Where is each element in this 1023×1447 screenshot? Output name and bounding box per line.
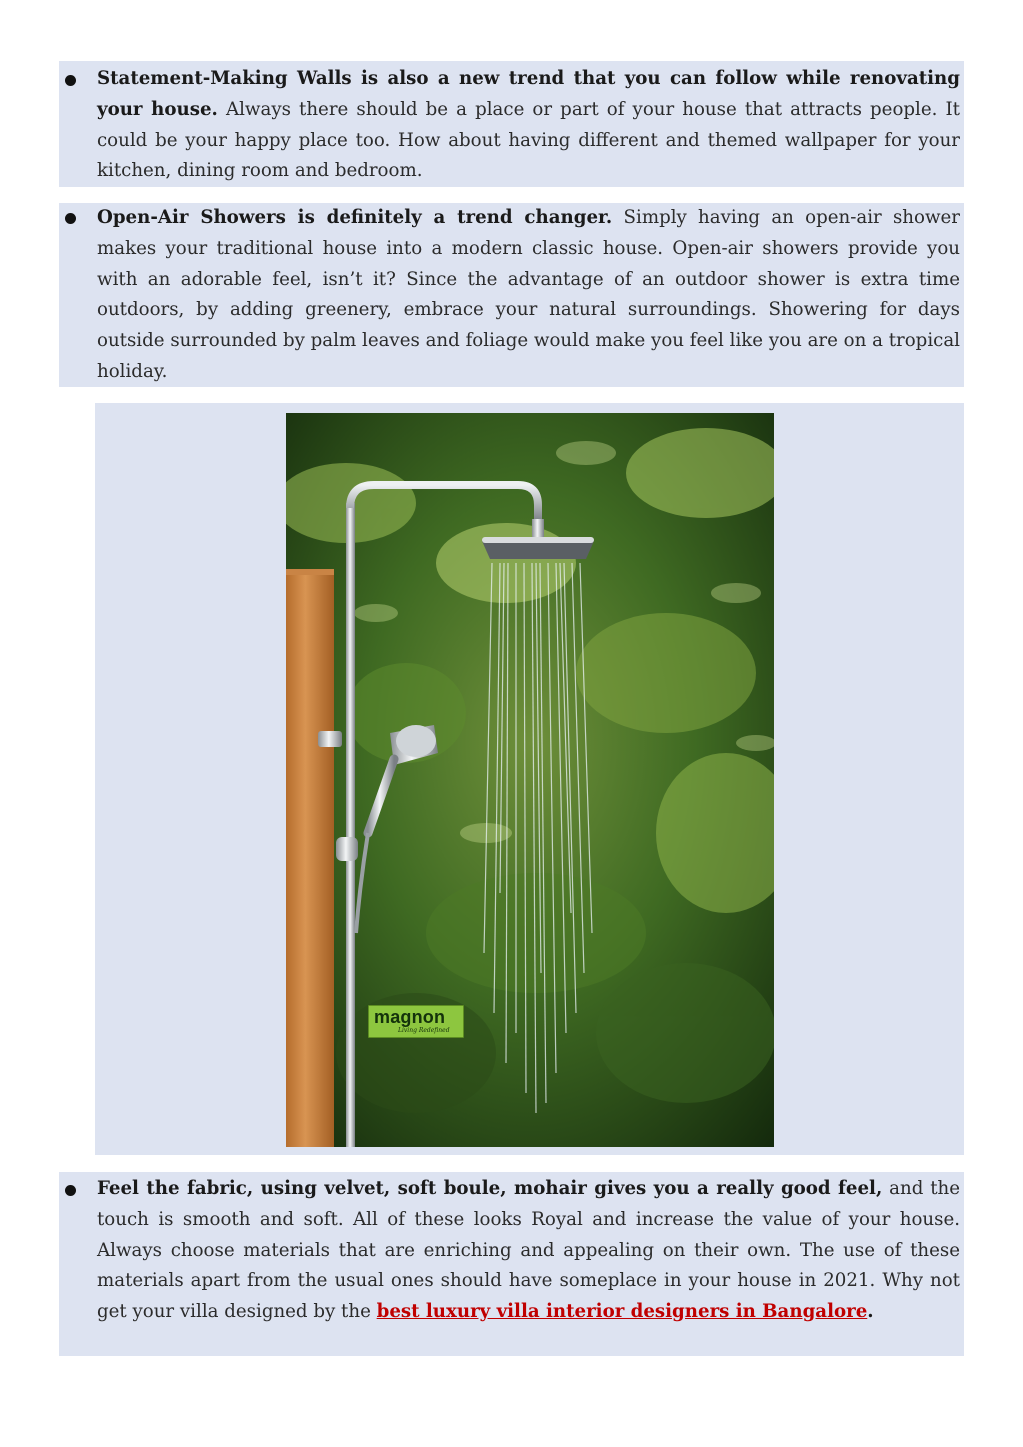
magnon-logo xyxy=(368,1005,464,1038)
paragraph xyxy=(97,64,960,187)
paragraph xyxy=(97,203,960,388)
paragraph-text: and the touch is smooth and soft. All of these looks Royal and increase the value of your house. Always choose materials that are enriching and appealing on their own. The use of these materials apart from the usual ones should have someplace in your house in 2021. Why not get your villa designed by the xyxy=(97,1178,960,1323)
bullet-icon xyxy=(65,75,76,86)
bullet-block-walls xyxy=(59,61,964,187)
designers-link[interactable]: best luxury villa interior designers in Bangalore xyxy=(376,1301,868,1323)
logo-tagline: Living Redefined xyxy=(398,1027,450,1034)
bullet-icon xyxy=(65,1185,76,1196)
paragraph-text: Always there should be a place or part of your house that attracts people. It could be your happy place too. How about having different and themed wallpaper for your kitchen, dining room and bedroom. xyxy=(97,98,960,182)
bullet-icon xyxy=(65,213,76,224)
paragraph xyxy=(97,1174,960,1328)
bold-lead: Open-Air Showers is definitely a trend changer. xyxy=(97,207,613,228)
list-item xyxy=(59,203,964,388)
logo-text: magnon xyxy=(374,1007,446,1027)
bold-lead: Feel the fabric, using velvet, soft boule, mohair gives you a really good feel, xyxy=(97,1178,883,1199)
outdoor-shower-photo xyxy=(286,413,774,1147)
list-item xyxy=(59,64,964,187)
paragraph-text: Simply having an open-air shower makes your traditional house into a modern classic house. Open-air showers provide you with an adorable feel, isn’t it? Since the advantage of an outdoor shower is extra time outdoors, by adding greenery, embrace your natural surroundings. Showering for days outside surrounded by palm leaves and foliage would make you feel like you are on a tropical holiday. xyxy=(97,207,960,382)
bullet-block-fabric xyxy=(59,1172,964,1356)
bold-lead: Statement-Making Walls is also a new trend that you can follow while renovating your house. xyxy=(97,68,960,120)
paragraph-end: . xyxy=(867,1301,874,1323)
bullet-block-showers xyxy=(59,203,964,387)
list-item xyxy=(59,1174,964,1328)
